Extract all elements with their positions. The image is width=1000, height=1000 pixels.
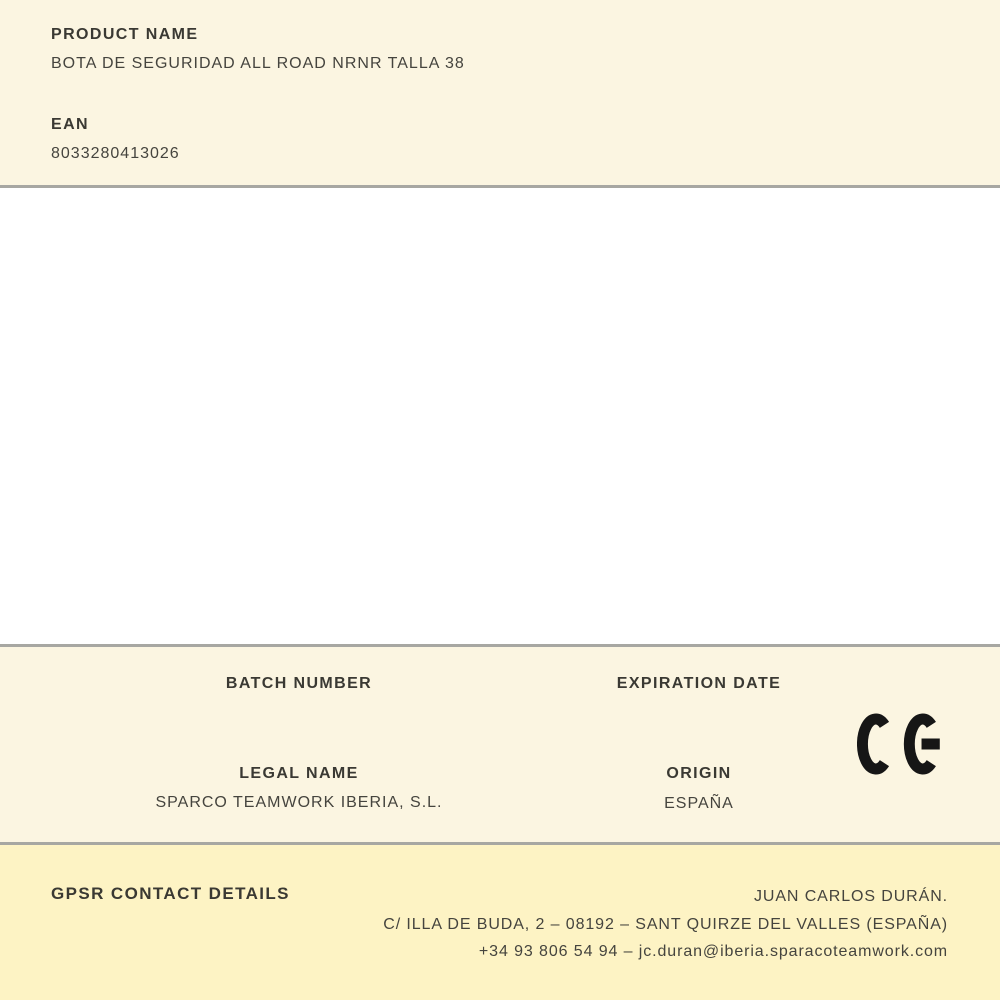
expiration-date-label: EXPIRATION DATE: [616, 675, 782, 692]
ean-value: 8033280413026: [51, 145, 180, 162]
ean-label: EAN: [51, 116, 89, 133]
product-name-label: PRODUCT NAME: [51, 26, 199, 43]
legal-name-value: SPARCO TEAMWORK IBERIA, S.L.: [155, 794, 443, 811]
batch-number-label: BATCH NUMBER: [225, 675, 373, 692]
batch-details-section: [0, 647, 1000, 842]
contact-address: C/ ILLA DE BUDA, 2 – 08192 – SANT QUIRZE DEL VALLES (ESPAÑA): [383, 915, 948, 933]
product-info-section: [0, 0, 1000, 185]
contact-name: JUAN CARLOS DURÁN.: [753, 888, 948, 905]
contact-phone-email: +34 93 806 54 94 – jc.duran@iberia.sparacoteamwork.com: [478, 943, 948, 960]
gpsr-contact-lines: [383, 883, 948, 966]
gpsr-details-label: GPSR CONTACT DETAILS: [51, 884, 290, 903]
gpsr-contact-section: [0, 845, 1000, 1000]
origin-value: ESPAÑA: [664, 795, 734, 812]
legal-name-label: LEGAL NAME: [239, 765, 359, 782]
ce-mark-icon: [857, 713, 941, 775]
product-name-value: BOTA DE SEGURIDAD ALL ROAD NRNR TALLA 38: [51, 55, 465, 72]
origin-label: ORIGIN: [666, 765, 732, 782]
blank-image-area: [0, 188, 1000, 644]
